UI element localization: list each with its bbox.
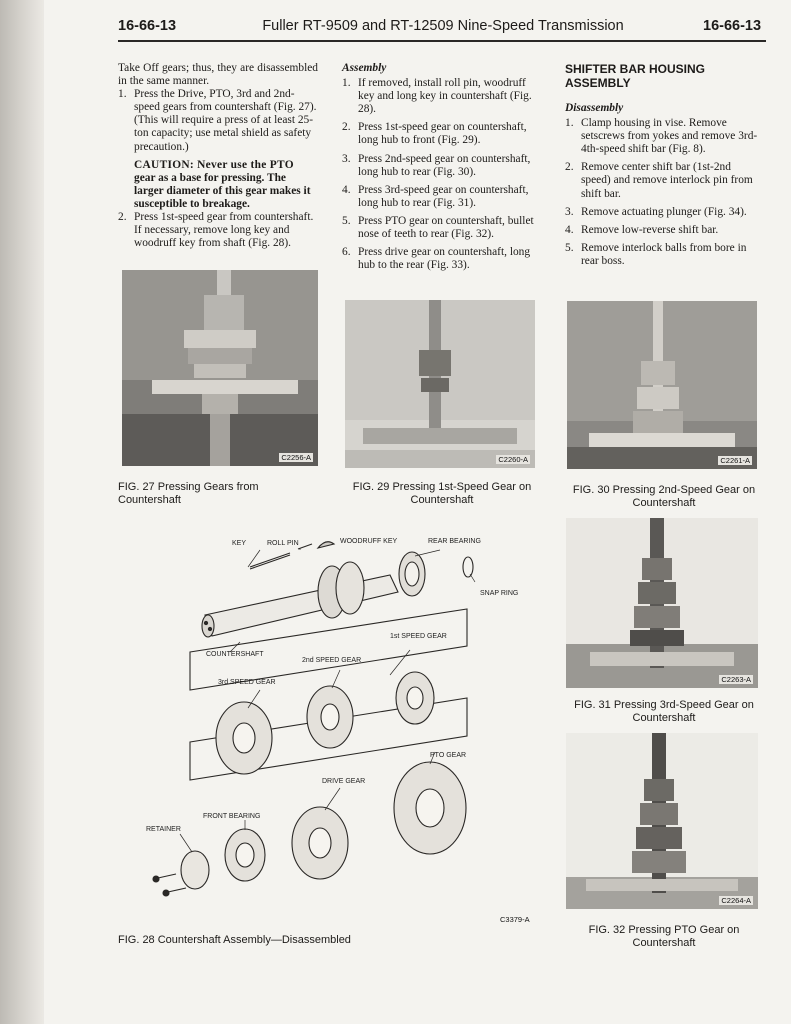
label-retainer: RETAINER (146, 826, 181, 833)
step-text: Clamp housing in vise. Remove setscrews from yokes and remove 3rd-4th-speed shift bar (Fig. 8). (581, 117, 758, 156)
figure-code: C2260-A (498, 455, 528, 464)
fig28-diagram (140, 530, 550, 930)
label-roll-pin: ROLL PIN (267, 540, 299, 547)
figure-code: C2263-A (721, 675, 751, 684)
label-drive-gear: DRIVE GEAR (322, 778, 366, 785)
fig29-photo (345, 300, 535, 468)
step-number: 3. (565, 205, 574, 218)
step-number: 2. (342, 121, 351, 134)
label-key: KEY (232, 540, 247, 547)
figure-code: C2256-A (281, 453, 311, 462)
step-list (565, 117, 763, 268)
fig32-photo (566, 733, 758, 909)
assembly-heading: Assembly (342, 62, 387, 74)
step-list (118, 211, 318, 250)
list-item (565, 224, 763, 237)
label-3rd-speed-gear: 3rd SPEED GEAR (218, 679, 276, 686)
column-assembly (342, 62, 542, 277)
fig30-caption: FIG. 30 Pressing 2nd-Speed Gear on Countershaft (572, 484, 756, 509)
press-3rd-speed-illustration (566, 518, 758, 688)
step-number: 1. (342, 77, 351, 90)
label-pto-gear: PTO GEAR (430, 752, 467, 759)
label-woodruff-key: WOODRUFF KEY (340, 538, 398, 545)
caution-note (118, 159, 318, 211)
list-item (118, 88, 318, 153)
press-pto-illustration (566, 733, 758, 909)
page-title: Fuller RT-9509 and RT-12509 Nine-Speed Transmission (262, 18, 624, 34)
press-2nd-speed-illustration (567, 301, 757, 469)
list-item (565, 161, 763, 200)
label-countershaft: COUNTERSHAFT (206, 651, 264, 658)
header-rule (118, 40, 766, 42)
step-number: 2. (118, 211, 127, 224)
step-text: Press 1st-speed gear from countershaft. If necessary, remove long key and woodruff key from shaft (Fig. 28). (134, 211, 314, 250)
step-text: Press 3rd-speed gear on countershaft, long hub to rear (Fig. 31). (358, 183, 529, 209)
list-item (342, 184, 542, 210)
page-number-left: 16-66-13 (118, 18, 177, 34)
step-list (118, 88, 318, 153)
fig27-photo (122, 270, 318, 466)
section-title: SHIFTER BAR HOUSING ASSEMBLY (565, 62, 706, 90)
step-number: 3. (342, 152, 351, 165)
list-item (118, 211, 318, 250)
list-item (342, 121, 542, 147)
list-item (565, 117, 763, 156)
step-text: Press 2nd-speed gear on countershaft, long hub to rear (Fig. 30). (358, 152, 531, 178)
caution-lead: CAUTION: Never use the PTO (134, 158, 294, 171)
list-item (342, 77, 542, 116)
binding-shadow (0, 0, 44, 1024)
step-text: Remove center shift bar (1st-2nd speed) and remove interlock pin from shift bar. (581, 161, 753, 200)
label-rear-bearing: REAR BEARING (428, 538, 481, 545)
step-text: Remove actuating plunger (Fig. 34). (581, 205, 747, 218)
fig30-photo (567, 301, 757, 469)
fig28-caption: FIG. 28 Countershaft Assembly—Disassembled (118, 934, 351, 946)
figure-code: C2264-A (721, 896, 751, 905)
label-1st-speed-gear: 1st SPEED GEAR (390, 633, 447, 640)
column-disassembly-continued (118, 62, 318, 255)
fig27-caption: FIG. 27 Pressing Gears from Countershaft (118, 481, 259, 506)
list-item (565, 206, 763, 219)
list-item (342, 246, 542, 272)
press-1st-speed-illustration (345, 300, 535, 468)
step-number: 1. (565, 117, 574, 130)
fig31-caption: FIG. 31 Pressing 3rd-Speed Gear on Countershaft (574, 699, 754, 724)
fig31-photo (566, 518, 758, 688)
step-number: 4. (342, 183, 351, 196)
label-snap-ring: SNAP RING (480, 590, 519, 597)
step-text: Press the Drive, PTO, 3rd and 2nd-speed gears from countershaft (Fig. 27). (This will require a press of at least 25-ton capacity; use metal shield as safety precaution.) (134, 88, 317, 153)
label-front-bearing: FRONT BEARING (203, 813, 261, 820)
step-number: 5. (565, 241, 574, 254)
step-text: Press 1st-speed gear on countershaft, long hub to front (Fig. 29). (358, 121, 527, 147)
step-number: 5. (342, 214, 351, 227)
caution-body: gear as a base for pressing. The larger diameter of this gear makes it susceptible to breakage. (134, 171, 311, 210)
intro-text: Take Off gears; thus, they are disassembled in the same manner. (118, 62, 318, 88)
page-number-right: 16-66-13 (703, 18, 762, 34)
label-2nd-speed-gear: 2nd SPEED GEAR (302, 657, 362, 664)
step-text: Remove interlock balls from bore in rear boss. (581, 241, 747, 267)
list-item (342, 215, 542, 241)
fig28-code: C3379-A (500, 915, 530, 924)
step-number: 1. (118, 88, 127, 101)
list-item (342, 153, 542, 179)
figure-code: C2261-A (720, 456, 750, 465)
step-text: Remove low-reverse shift bar. (581, 223, 719, 236)
disassembly-heading: Disassembly (565, 102, 624, 114)
list-item (565, 242, 763, 268)
column-shifter-bar (565, 62, 763, 273)
step-text: Press drive gear on countershaft, long hub to the rear (Fig. 33). (358, 246, 531, 272)
fig29-caption: FIG. 29 Pressing 1st-Speed Gear on Countershaft (352, 481, 532, 506)
step-number: 2. (565, 161, 574, 174)
step-number: 4. (565, 223, 574, 236)
press-gears-illustration (122, 270, 318, 466)
fig32-caption: FIG. 32 Pressing PTO Gear on Countershaft (588, 924, 740, 949)
step-number: 6. (342, 246, 351, 259)
step-text: If removed, install roll pin, woodruff key and long key in countershaft (Fig. 28). (358, 77, 532, 116)
step-text: Press PTO gear on countershaft, bullet nose of teeth to rear (Fig. 32). (358, 214, 534, 241)
step-list (342, 77, 542, 272)
